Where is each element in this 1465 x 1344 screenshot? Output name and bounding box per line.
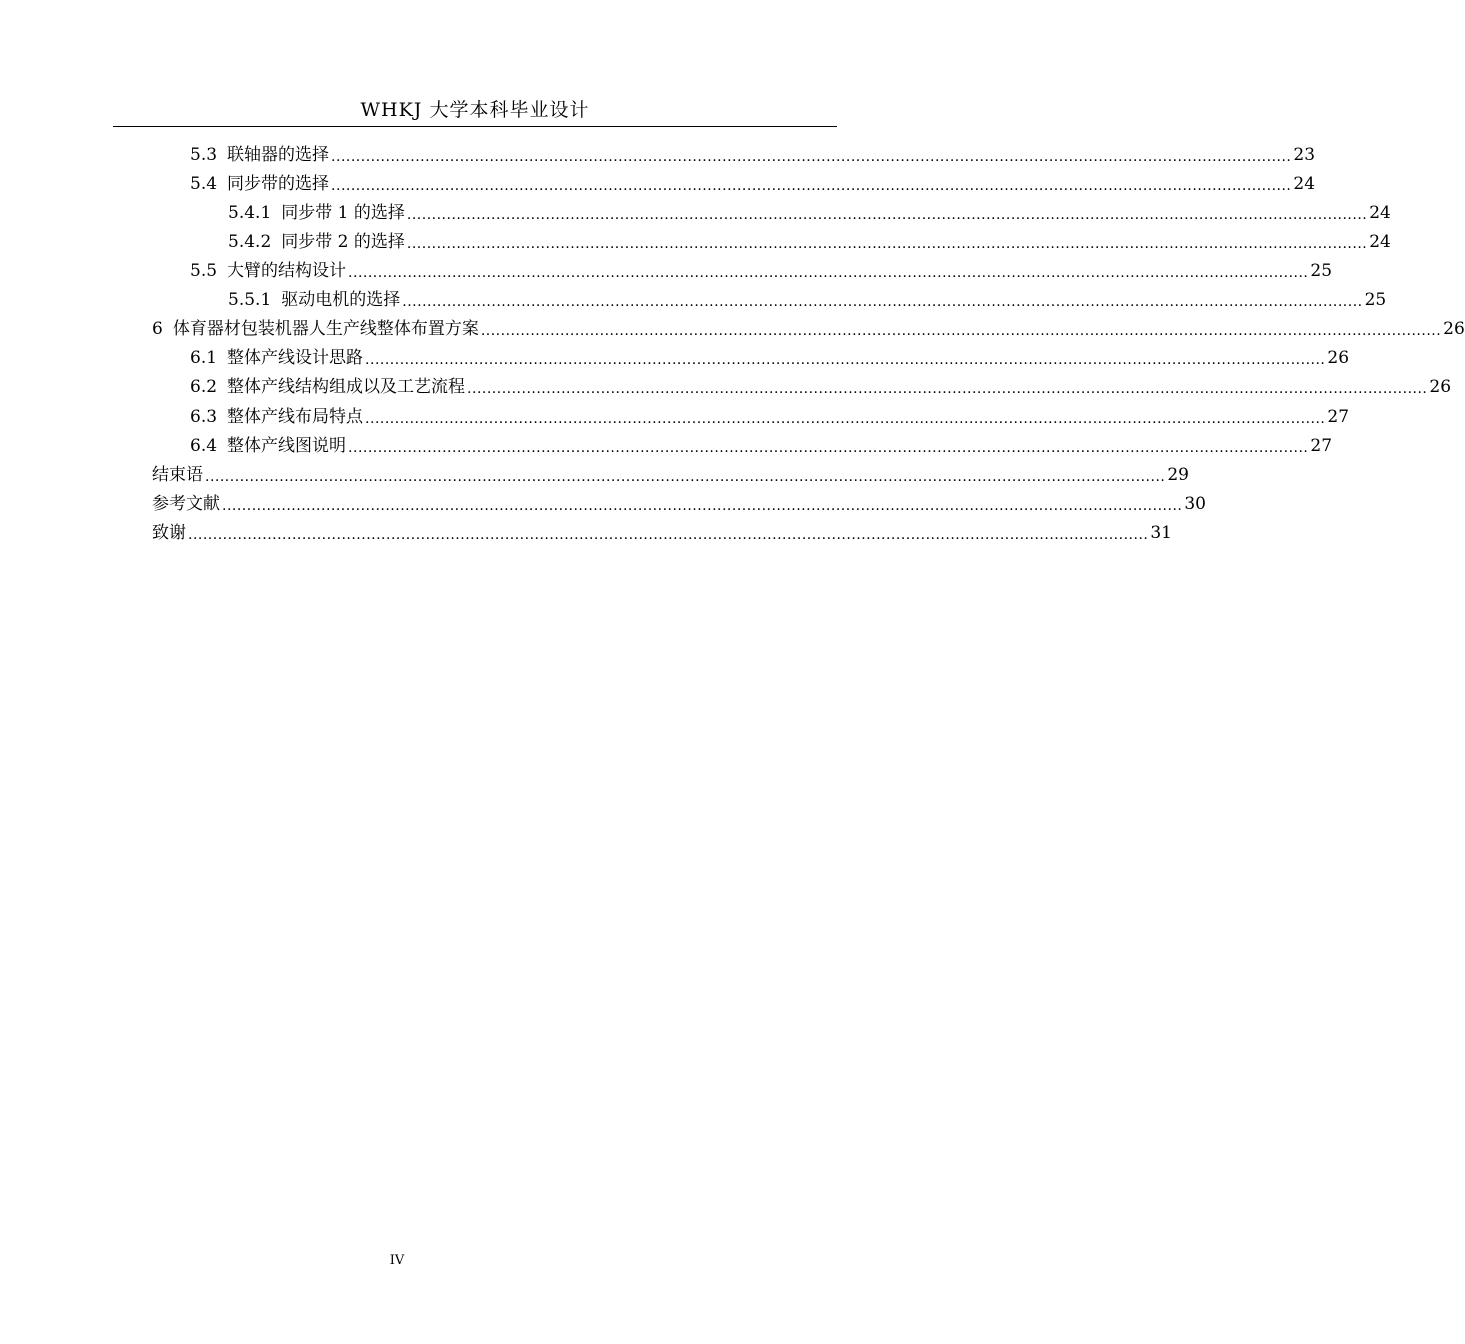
page-number: IV: [389, 1253, 405, 1268]
toc-entry-title: 参考文献: [152, 494, 220, 514]
toc-entry[interactable]: [228, 224, 1391, 253]
toc-entry-title: 致谢: [152, 523, 186, 543]
toc-entry-title: 同步带 1 的选择: [281, 203, 405, 223]
toc-dot-leader: ..................................................................................................................................................................................................: [348, 440, 1309, 456]
toc-entry-page: 23: [1293, 145, 1316, 165]
toc-dot-leader: ..................................................................................................................................................................................................: [467, 381, 1428, 397]
toc-entry-page: 24: [1369, 232, 1391, 252]
toc-entry-title: 联轴器的选择: [227, 145, 330, 165]
toc-entry-page: 26: [1429, 377, 1452, 397]
toc-dot-leader: ..................................................................................................................................................................................................: [331, 178, 1292, 194]
header-divider: [113, 126, 837, 127]
toc-entry-page: 25: [1364, 290, 1387, 310]
toc-dot-leader: ..................................................................................................................................................................................................: [406, 236, 1368, 252]
toc-entry-number: 6.1: [190, 348, 218, 368]
toc-entry-number: 5.5: [190, 261, 218, 281]
toc-entry[interactable]: [152, 311, 1465, 340]
toc-entry-title: 结束语: [152, 465, 203, 485]
toc-entry-page: 27: [1310, 436, 1333, 456]
toc-entry[interactable]: [152, 457, 1189, 486]
toc-entry-page: 26: [1327, 348, 1350, 368]
toc-entry-number: 6: [152, 319, 163, 339]
toc-entry-number: 5.4: [190, 174, 218, 194]
toc-entry[interactable]: [190, 137, 1316, 166]
toc-entry-page: 24: [1369, 203, 1391, 223]
page-header: WHKJ 大学本科毕业设计: [360, 99, 590, 121]
toc-entry-title: 整体产线图说明: [227, 436, 347, 456]
toc-entry-page: 24: [1293, 174, 1316, 194]
toc-entry[interactable]: [190, 428, 1333, 457]
toc-entry-page: 25: [1310, 261, 1333, 281]
toc-entry-title: 整体产线布局特点: [227, 407, 364, 427]
toc-entry[interactable]: [152, 486, 1206, 515]
toc-entry-title: 同步带的选择: [227, 174, 330, 194]
toc-dot-leader: ..................................................................................................................................................................................................: [365, 352, 1326, 368]
toc-entry-number: 5.4.2: [228, 232, 272, 252]
toc-entry-page: 27: [1327, 407, 1350, 427]
toc-entry-number: 6.4: [190, 436, 218, 456]
toc-entry[interactable]: [228, 282, 1387, 311]
toc-entry[interactable]: [190, 340, 1350, 369]
toc-entry-page: 31: [1150, 523, 1172, 543]
toc-dot-leader: ..................................................................................................................................................................................................: [331, 149, 1292, 165]
toc-entry-number: 5.3: [190, 145, 218, 165]
toc-dot-leader: ..................................................................................................................................................................................................: [222, 498, 1183, 514]
toc-dot-leader: ..................................................................................................................................................................................................: [348, 265, 1309, 281]
toc-entry[interactable]: [190, 166, 1316, 195]
toc-dot-leader: ..................................................................................................................................................................................................: [188, 527, 1149, 543]
toc-dot-leader: ..................................................................................................................................................................................................: [406, 207, 1368, 223]
toc-entry-title: 驱动电机的选择: [281, 290, 401, 310]
toc-dot-leader: ..................................................................................................................................................................................................: [365, 411, 1326, 427]
toc-entry-title: 整体产线结构组成以及工艺流程: [227, 377, 466, 397]
toc-entry[interactable]: [152, 515, 1172, 544]
toc-entry-page: 26: [1443, 319, 1465, 339]
toc-entry-number: 6.2: [190, 377, 218, 397]
toc-dot-leader: ..................................................................................................................................................................................................: [480, 323, 1442, 339]
toc-dot-leader: ..................................................................................................................................................................................................: [205, 469, 1166, 485]
toc-entry-title: 体育器材包装机器人生产线整体布置方案: [172, 319, 479, 339]
toc-entry-title: 大臂的结构设计: [227, 261, 347, 281]
toc-entry-title: 同步带 2 的选择: [281, 232, 405, 252]
toc-entry[interactable]: [228, 195, 1391, 224]
toc-entry[interactable]: [190, 253, 1333, 282]
toc-entry-number: 5.5.1: [228, 290, 272, 310]
toc-entry-page: 29: [1167, 465, 1189, 485]
toc-entry-number: 6.3: [190, 407, 218, 427]
toc-entry-number: 5.4.1: [228, 203, 272, 223]
toc-entry-page: 30: [1184, 494, 1206, 514]
toc-entry-title: 整体产线设计思路: [227, 348, 364, 368]
toc-entry[interactable]: [190, 399, 1350, 428]
toc-entry[interactable]: [190, 369, 1452, 398]
toc-dot-leader: ..................................................................................................................................................................................................: [402, 294, 1363, 310]
